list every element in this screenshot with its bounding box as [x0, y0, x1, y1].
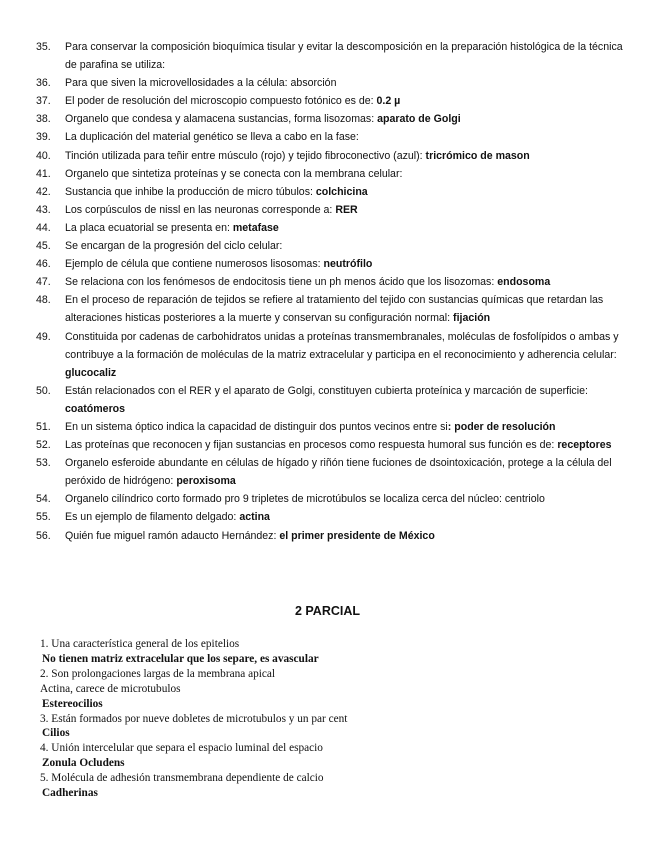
question-number: 51. — [36, 420, 51, 433]
question-item — [36, 454, 626, 490]
question-answer: neutrófilo — [323, 258, 373, 271]
question-item — [36, 527, 626, 545]
question-answer: coatómeros — [65, 402, 126, 415]
question-number: 45. — [36, 240, 51, 253]
question-text: Organelo que condesa y alamacena sustancias, forma lisozomas: — [65, 113, 378, 126]
question-text: Sustancia que inhibe la producción de micro túbulos: — [65, 185, 316, 198]
question-text: Se relaciona con los fenómesos de endocitosis tiene un ph menos ácido que los lisozomas: — [65, 276, 498, 289]
question-number: 40. — [36, 149, 51, 162]
question-text-wrapper — [65, 110, 626, 128]
question-text: La placa ecuatorial se presenta en: — [65, 221, 233, 234]
question-answer: el primer presidente de México — [279, 529, 435, 542]
question-item — [36, 328, 626, 382]
question-text-wrapper — [65, 92, 626, 110]
question-text-wrapper — [65, 490, 626, 508]
question-text-wrapper — [65, 382, 626, 418]
question-number: 38. — [36, 113, 51, 126]
answer-line: Estereocilios — [42, 697, 103, 710]
question-item — [36, 38, 626, 74]
question-item — [36, 255, 626, 273]
question-item — [36, 273, 626, 291]
question-answer: metafase — [232, 221, 279, 234]
question-text-wrapper — [65, 328, 626, 382]
question-answer: aparato de Golgi — [377, 113, 461, 126]
question-number: 35. — [36, 41, 51, 53]
question-text-wrapper — [65, 527, 626, 545]
question-number: 42. — [36, 185, 51, 198]
question-line: 1. Una característica general de los epitelios — [40, 638, 240, 650]
question-text-wrapper — [65, 165, 626, 183]
question-number: 44. — [36, 221, 51, 234]
question-text-wrapper — [65, 454, 626, 490]
question-text-wrapper — [65, 418, 626, 436]
question-text: Los corpúsculos de nissl en las neuronas corresponde a: — [65, 203, 336, 216]
question-text-wrapper — [65, 508, 626, 526]
question-text: Las proteínas que reconocen y fijan sustancias en procesos como respuesta humoral sus función es de: — [65, 439, 558, 452]
question-item — [36, 165, 626, 183]
question-line: 4. Unión intercelular que separa el espacio luminal del espacio — [40, 742, 323, 755]
question-item — [36, 237, 626, 255]
section-title: 2 PARCIAL — [294, 604, 361, 618]
question-number: 56. — [36, 529, 51, 542]
question-item — [36, 508, 626, 526]
question-text-wrapper — [65, 201, 626, 219]
question-text-wrapper — [65, 291, 626, 327]
question-item — [36, 436, 626, 454]
question-number: 52. — [36, 439, 51, 452]
question-text-wrapper — [65, 183, 626, 201]
question-item — [36, 128, 626, 146]
question-item — [36, 418, 626, 436]
question-number: 49. — [36, 330, 51, 343]
question-text: Ejemplo de célula que contiene numerosos lisosomas: — [65, 258, 324, 271]
question-answer: RER — [335, 203, 358, 216]
question-text-wrapper — [65, 436, 626, 454]
question-text: Organelo que sintetiza proteínas y se conecta con la membrana celular: — [65, 167, 403, 180]
question-answer: peroxisoma — [176, 475, 236, 488]
question-text-wrapper — [65, 74, 626, 92]
question-text-wrapper — [65, 255, 626, 273]
question-answer: 0.2 µ — [376, 95, 401, 108]
question-number: 50. — [36, 384, 51, 397]
question-text: Organelo cilíndrico corto formado pro 9 tripletes de microtúbulos se localiza cerca del núcleo: centriolo — [65, 493, 545, 506]
question-line: Actina, carece de microtubulos — [40, 682, 181, 695]
question-item — [36, 201, 626, 219]
question-number: 37. — [36, 95, 51, 108]
question-list-part2 — [40, 637, 630, 801]
question-number: 55. — [36, 511, 51, 524]
question-text: Tinción utilizada para teñir entre músculo (rojo) y tejido fibroconectivo (azul): — [65, 149, 426, 162]
question-number: 47. — [36, 276, 51, 289]
question-number: 36. — [36, 77, 51, 90]
question-text: Para que siven la microvellosidades a la célula: absorción — [65, 77, 337, 90]
question-answer: fijación — [453, 312, 491, 325]
question-text-wrapper — [65, 147, 626, 165]
answer-line: Cilios — [42, 727, 70, 740]
question-text: Se encargan de la progresión del ciclo celular: — [65, 240, 283, 253]
question-item — [36, 110, 626, 128]
question-answer: tricrómico de mason — [425, 149, 530, 162]
question-line: 3. Están formados por nueve dobletes de microtubulos y un par cent — [40, 712, 348, 725]
question-text: La duplicación del material genético se lleva a cabo en la fase: — [65, 131, 359, 144]
question-text-wrapper — [65, 273, 626, 291]
question-item — [36, 92, 626, 110]
answer-line: No tienen matriz extracelular que los separe, es avascular — [42, 652, 319, 665]
question-item — [36, 74, 626, 92]
question-item — [36, 291, 626, 327]
question-number: 43. — [36, 203, 51, 216]
question-text: Para conservar la composición bioquímica tisular y evitar la descomposición en la preparación histológica de la técnica de parafina se utiliza: — [65, 41, 623, 72]
question-item — [36, 382, 626, 418]
question-list-part1 — [36, 38, 626, 545]
question-answer: glucocaliz — [65, 366, 117, 379]
answer-line: Zonula Ocludens — [42, 757, 125, 770]
question-text: El poder de resolución del microscopio compuesto fotónico es de: — [65, 95, 377, 108]
question-number: 41. — [36, 167, 51, 180]
question-line: 5. Molécula de adhesión transmembrana dependiente de calcio — [40, 772, 324, 785]
question-text: Están relacionados con el RER y el aparato de Golgi, constituyen cubierta proteínica y marcación de superficie: — [65, 384, 588, 397]
question-answer: colchicina — [315, 185, 368, 198]
question-answer: endosoma — [497, 276, 551, 289]
question-text-wrapper — [65, 237, 626, 255]
answer-line: Cadherinas — [42, 787, 98, 800]
question-text-wrapper — [65, 219, 626, 237]
question-number: 48. — [36, 294, 51, 307]
question-number: 53. — [36, 457, 51, 470]
question-item — [36, 219, 626, 237]
question-text: En un sistema óptico indica la capacidad de distinguir dos puntos vecinos entre si — [65, 420, 448, 433]
question-answer: receptores — [557, 439, 612, 452]
question-text-wrapper — [65, 128, 626, 146]
question-item — [36, 490, 626, 508]
question-number: 39. — [36, 131, 51, 144]
question-number: 46. — [36, 258, 51, 271]
question-number: 54. — [36, 493, 51, 506]
question-text: En el proceso de reparación de tejidos se refiere al tratamiento del tejido con sustancias químicas que retardan las alteraciones histicas posteriores a la muerte y conservan su configuración normal: — [65, 294, 604, 325]
question-text-wrapper — [65, 38, 626, 74]
question-answer: : poder de resolución — [447, 420, 556, 433]
question-text: Quién fue miguel ramón adaucto Hernández: — [65, 529, 280, 542]
question-item — [36, 183, 626, 201]
question-text: Organelo esferoide abundante en células de hígado y riñón tiene fuciones de dsointoxicación, protege a la célula del peróxido de hidrógeno: — [65, 457, 612, 488]
question-item — [36, 147, 626, 165]
question-text: Constituida por cadenas de carbohidratos unidas a proteínas transmembranales, moléculas de fosfolípidos o ambas y contribuye a la formación de moléculas de la matriz extracelular y participa en el reconocimiento y adherencia celular: — [65, 330, 619, 361]
question-text: Es un ejemplo de filamento delgado: — [65, 511, 240, 524]
question-answer: actina — [239, 511, 270, 524]
question-line: 2. Son prolongaciones largas de la membrana apical — [40, 667, 276, 680]
